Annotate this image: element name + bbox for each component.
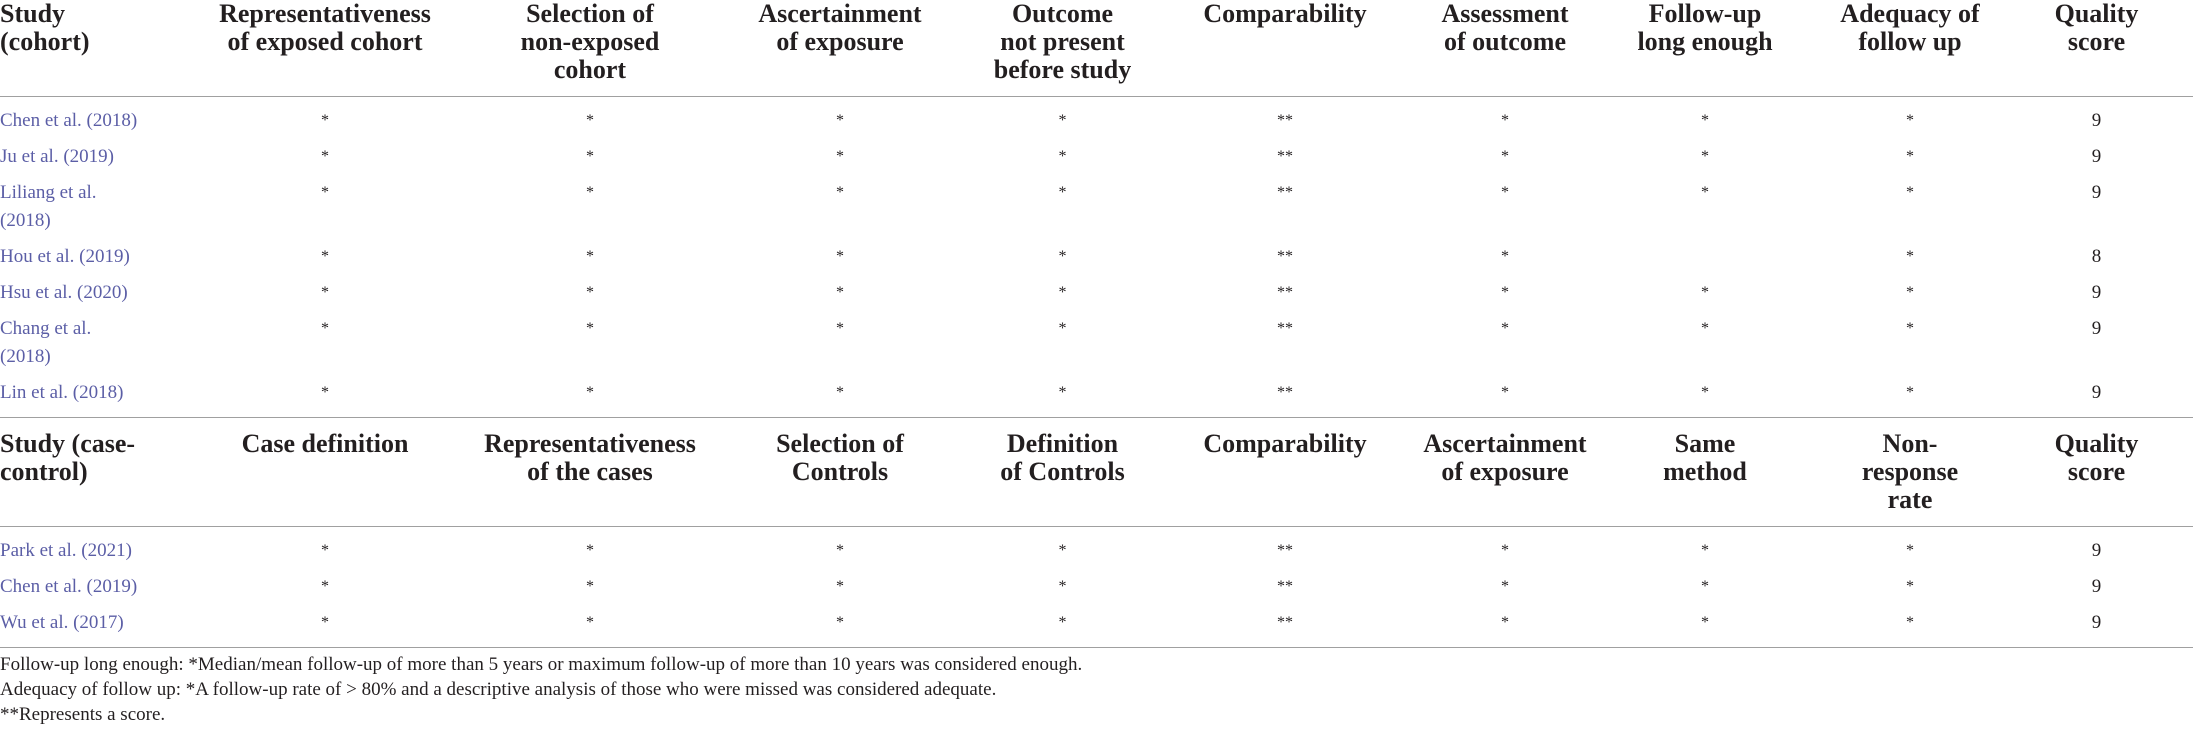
star-rating-cell: *	[836, 578, 844, 595]
star-rating-cell: *	[321, 248, 329, 265]
cohort-column-header: Selection of non-exposed cohort	[520, 0, 660, 84]
star-rating-cell: *	[321, 614, 329, 631]
star-rating-cell: *	[1501, 578, 1509, 595]
cohort-column-header: Comparability	[1203, 0, 1367, 28]
star-rating-cell: *	[1701, 542, 1709, 559]
quality-score-cell: 9	[2091, 282, 2102, 303]
star-rating-cell: *	[1501, 184, 1509, 201]
study-citation-link[interactable]: Chang et al. (2018)	[0, 318, 92, 367]
study-citation-link[interactable]: Hsu et al. (2020)	[0, 282, 128, 303]
case-control-header-row	[0, 418, 2193, 527]
star-rating-cell: *	[1058, 248, 1067, 265]
study-citation-link[interactable]: Lin et al. (2018)	[0, 382, 124, 403]
quality-score-cell: 9	[2091, 576, 2102, 597]
star-rating-cell: *	[1501, 614, 1509, 631]
quality-score-cell: 9	[2091, 182, 2102, 203]
cohort-table-row	[0, 179, 2193, 243]
star-rating-cell: *	[1906, 248, 1914, 265]
star-rating-cell: *	[836, 384, 844, 401]
footnote-score: **Represents a score.	[0, 704, 166, 725]
quality-score-cell: 8	[2091, 246, 2102, 267]
star-rating-cell: *	[836, 184, 844, 201]
star-rating-cell: *	[321, 112, 329, 129]
star-rating-cell: *	[1906, 184, 1914, 201]
star-rating-cell: **	[1277, 384, 1293, 401]
star-rating-cell: *	[586, 542, 594, 559]
star-rating-cell: *	[321, 542, 329, 559]
cohort-table-row	[0, 379, 2193, 418]
footnote-follow-up: Follow-up long enough: *Median/mean follow-up of more than 5 years or maximum follow-up of more than 10 years was considered enough.	[0, 654, 1083, 675]
cohort-column-header: Outcome not present before study	[993, 0, 1132, 84]
star-rating-cell: *	[1906, 578, 1914, 595]
star-rating-cell: *	[1058, 384, 1067, 401]
star-rating-cell: *	[1906, 284, 1914, 301]
star-rating-cell: *	[1058, 578, 1067, 595]
star-rating-cell: *	[836, 614, 844, 631]
quality-score-cell: 9	[2091, 318, 2102, 339]
star-rating-cell: *	[836, 112, 844, 129]
study-citation-link[interactable]: Ju et al. (2019)	[0, 146, 114, 167]
star-rating-cell: *	[1906, 614, 1914, 631]
cohort-column-header: Follow-up long enough	[1637, 0, 1773, 56]
star-rating-cell: **	[1277, 614, 1293, 631]
case-control-table-row	[0, 573, 2193, 609]
cohort-header-row	[0, 0, 2193, 97]
star-rating-cell: *	[586, 184, 594, 201]
quality-score-cell: 9	[2091, 146, 2102, 167]
star-rating-cell: *	[1701, 578, 1709, 595]
star-rating-cell: *	[836, 542, 844, 559]
star-rating-cell: *	[1906, 320, 1914, 337]
cohort-table-row	[0, 143, 2193, 179]
star-rating-cell: *	[586, 112, 594, 129]
star-rating-cell: **	[1277, 112, 1293, 129]
study-citation-link[interactable]: Liliang et al. (2018)	[0, 182, 97, 231]
star-rating-cell: *	[1906, 384, 1914, 401]
cohort-table-row	[0, 279, 2193, 315]
star-rating-cell: *	[1058, 112, 1067, 129]
star-rating-cell: *	[1058, 184, 1067, 201]
star-rating-cell: *	[586, 148, 594, 165]
quality-score-cell: 9	[2091, 540, 2102, 561]
star-rating-cell: *	[1501, 112, 1509, 129]
quality-score-cell: 9	[2091, 110, 2102, 131]
star-rating-cell: *	[586, 614, 594, 631]
cohort-column-header: Study (cohort)	[0, 0, 90, 56]
star-rating-cell: *	[586, 578, 594, 595]
case-control-table-row	[0, 609, 2193, 648]
star-rating-cell: *	[1058, 284, 1067, 301]
star-rating-cell: *	[321, 578, 329, 595]
star-rating-cell: *	[321, 384, 329, 401]
star-rating-cell: *	[1701, 384, 1709, 401]
star-rating-cell: *	[1501, 148, 1509, 165]
star-rating-cell: *	[1701, 284, 1709, 301]
case-control-column-header: Ascertainment of exposure	[1423, 429, 1587, 486]
cohort-table-row	[0, 315, 2193, 379]
case-control-column-header: Study (case- control)	[0, 429, 136, 486]
star-rating-cell: **	[1277, 578, 1293, 595]
star-rating-cell: *	[1501, 542, 1509, 559]
star-rating-cell: *	[586, 384, 594, 401]
star-rating-cell: *	[1701, 320, 1709, 337]
star-rating-cell: *	[836, 248, 844, 265]
star-rating-cell: *	[1701, 614, 1709, 631]
study-citation-link[interactable]: Hou et al. (2019)	[0, 246, 130, 267]
star-rating-cell	[1590, 243, 1820, 279]
case-control-column-header: Representativeness of the cases	[484, 429, 696, 486]
study-citation-link[interactable]: Wu et al. (2017)	[0, 612, 124, 633]
star-rating-cell: *	[1906, 148, 1914, 165]
study-citation-link[interactable]: Park et al. (2021)	[0, 540, 132, 561]
star-rating-cell: *	[1701, 148, 1709, 165]
cohort-column-header: Quality score	[2054, 0, 2139, 56]
star-rating-cell: *	[1501, 248, 1509, 265]
study-citation-link[interactable]: Chen et al. (2018)	[0, 110, 138, 131]
cohort-column-header: Representativeness of exposed cohort	[219, 0, 431, 56]
cohort-column-header: Assessment of outcome	[1441, 0, 1569, 56]
star-rating-cell: **	[1277, 320, 1293, 337]
star-rating-cell: **	[1277, 248, 1293, 265]
star-rating-cell: *	[1501, 284, 1509, 301]
star-rating-cell: *	[1058, 320, 1067, 337]
star-rating-cell: *	[836, 284, 844, 301]
case-control-column-header: Case definition	[241, 429, 409, 458]
case-control-column-header: Comparability	[1203, 429, 1367, 458]
cohort-column-header: Ascertainment of exposure	[758, 0, 922, 56]
star-rating-cell: **	[1277, 184, 1293, 201]
star-rating-cell: *	[836, 148, 844, 165]
star-rating-cell: **	[1277, 148, 1293, 165]
star-rating-cell: *	[586, 248, 594, 265]
star-rating-cell: *	[321, 148, 329, 165]
cohort-column-header: Adequacy of follow up	[1840, 0, 1980, 56]
star-rating-cell: *	[586, 284, 594, 301]
star-rating-cell: *	[1058, 148, 1067, 165]
case-control-column-header: Selection of Controls	[776, 429, 904, 486]
case-control-column-header: Quality score	[2054, 429, 2139, 486]
footnote-adequacy: Adequacy of follow up: *A follow-up rate of > 80% and a descriptive analysis of those who were missed was considered adequate.	[0, 679, 997, 700]
quality-score-cell: 9	[2091, 612, 2102, 633]
star-rating-cell: *	[1906, 542, 1914, 559]
star-rating-cell: **	[1277, 542, 1293, 559]
study-citation-link[interactable]: Chen et al. (2019)	[0, 576, 138, 597]
star-rating-cell: *	[321, 184, 329, 201]
star-rating-cell: *	[836, 320, 844, 337]
star-rating-cell: *	[1906, 112, 1914, 129]
cohort-table-body	[0, 97, 2193, 418]
star-rating-cell: *	[321, 320, 329, 337]
case-control-column-header: Non- response rate	[1861, 429, 1959, 514]
star-rating-cell: *	[321, 284, 329, 301]
case-control-table-row	[0, 527, 2193, 574]
quality-score-cell: 9	[2091, 382, 2102, 403]
star-rating-cell: **	[1277, 284, 1293, 301]
cohort-table-row	[0, 243, 2193, 279]
star-rating-cell: *	[586, 320, 594, 337]
star-rating-cell: *	[1058, 542, 1067, 559]
star-rating-cell: *	[1501, 320, 1509, 337]
table-footnotes	[0, 654, 2193, 725]
star-rating-cell: *	[1701, 112, 1709, 129]
star-rating-cell: *	[1058, 614, 1067, 631]
case-control-column-header: Definition of Controls	[1000, 429, 1125, 486]
case-control-column-header: Same method	[1663, 429, 1747, 486]
star-rating-cell: *	[1501, 384, 1509, 401]
star-rating-cell: *	[1701, 184, 1709, 201]
case-control-table-body	[0, 527, 2193, 648]
cohort-table-row	[0, 97, 2193, 144]
